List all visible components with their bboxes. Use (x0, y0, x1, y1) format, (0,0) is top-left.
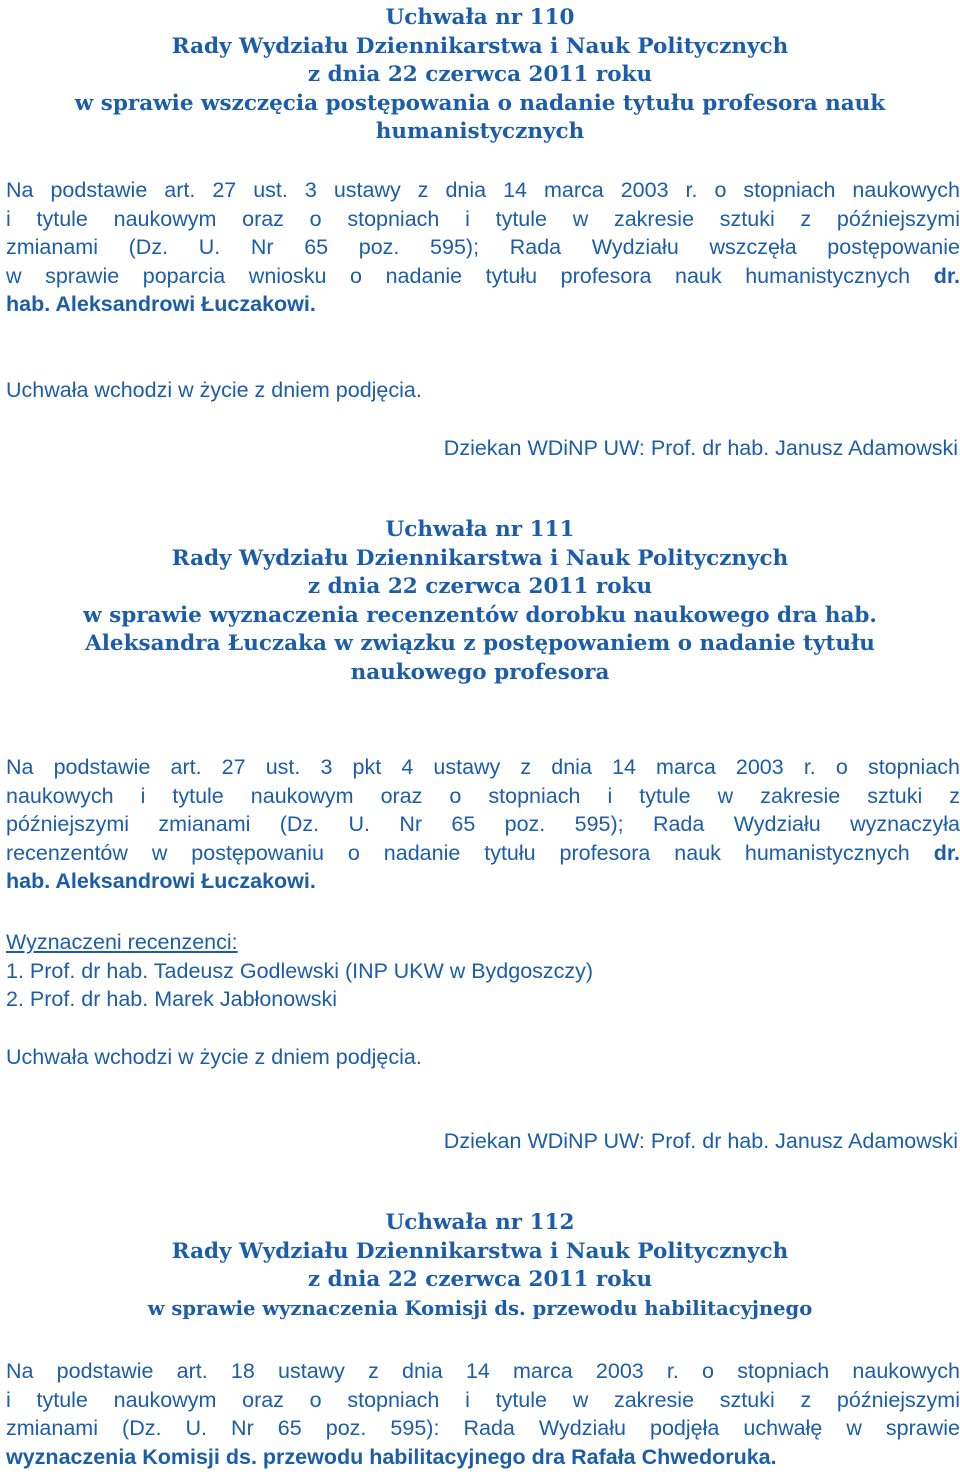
effective-clause: Uchwała wchodzi w życie z dniem podjęcia. (6, 378, 422, 402)
resolution-110-body (6, 176, 960, 319)
reviewer-item: 1. Prof. dr hab. Tadeusz Godlewski (INP UKW w Bydgoszczy) (6, 959, 594, 983)
resolution-111-body (6, 753, 960, 896)
body-line: Na podstawie art. 27 ust. 3 pkt 4 ustawy z dnia 14 marca 2003 r. o stopniach (6, 755, 960, 779)
resolution-title: Uchwała nr 112 (385, 1210, 575, 1235)
body-text: w sprawie poparcia wniosku o nadanie tytułu profesora nauk humanistycznych (6, 263, 911, 288)
body-line (6, 290, 960, 319)
resolution-subject-cont: humanistycznych (375, 119, 585, 144)
reviewer-item: 2. Prof. dr hab. Marek Jabłonowski (6, 987, 338, 1011)
resolution-council: Rady Wydziału Dziennikarstwa i Nauk Politycznych (171, 33, 789, 59)
body-line: zmianami (Dz. U. Nr 65 poz. 595): Rada Wydziału podjęła uchwałę w sprawie (6, 1416, 960, 1441)
resolution-subject: w sprawie wszczęcia postępowania o nadanie tytułu profesora nauk (74, 90, 886, 116)
resolution-title: Uchwała nr 110 (385, 5, 575, 30)
resolution-date: z dnia 22 czerwca 2011 roku (307, 62, 653, 87)
resolution-subject: w sprawie wyznaczenia Komisji ds. przewodu habilitacyjnego (147, 1296, 813, 1320)
body-line: i tytule naukowym oraz o stopniach i tytule w zakresie sztuki z późniejszymi (6, 1387, 960, 1412)
body-line: naukowych i tytule naukowym oraz o stopniach i tytule w zakresie sztuki z (6, 783, 960, 808)
resolution-111-heading (0, 516, 960, 687)
dean-signature: Dziekan WDiNP UW: Prof. dr hab. Janusz Adamowski (443, 1129, 958, 1153)
commission-subject: wyznaczenia Komisji ds. przewodu habilitacyjnego dra Rafała Chwedoruka. (6, 1444, 777, 1469)
resolution-112-heading (0, 1209, 960, 1323)
resolution-112-body (6, 1357, 960, 1471)
body-line (6, 1443, 960, 1472)
body-bold-text: dr. (933, 263, 960, 288)
candidate-name: hab. Aleksandrowi Łuczakowi. (6, 869, 316, 894)
resolution-subject-cont: Aleksandra Łuczaka w związku z postępowaniem o nadanie tytułu (85, 631, 875, 656)
body-line (6, 867, 960, 896)
resolution-title: Uchwała nr 111 (385, 517, 575, 542)
body-line: późniejszymi zmianami (Dz. U. Nr 65 poz. 595); Rada Wydziału wyznaczyła (6, 812, 960, 837)
resolution-subject-cont: naukowego profesora (350, 659, 610, 685)
body-line (6, 839, 960, 868)
body-bold-text: dr. (933, 840, 960, 865)
body-line: zmianami (Dz. U. Nr 65 poz. 595); Rada Wydziału wszczęła postępowanie (6, 235, 960, 260)
reviewers-label: Wyznaczeni recenzenci: (6, 930, 238, 954)
body-line: Na podstawie art. 27 ust. 3 ustawy z dnia 14 marca 2003 r. o stopniach naukowych (6, 178, 960, 202)
resolution-subject: w sprawie wyznaczenia recenzentów dorobku naukowego dra hab. (83, 602, 877, 628)
resolution-council: Rady Wydziału Dziennikarstwa i Nauk Politycznych (171, 545, 789, 571)
dean-signature: Dziekan WDiNP UW: Prof. dr hab. Janusz Adamowski (443, 436, 958, 460)
effective-clause: Uchwała wchodzi w życie z dniem podjęcia. (6, 1045, 422, 1069)
resolution-date: z dnia 22 czerwca 2011 roku (307, 1267, 653, 1292)
candidate-name: hab. Aleksandrowi Łuczakowi. (6, 292, 316, 317)
body-line: i tytule naukowym oraz o stopniach i tytule w zakresie sztuki z późniejszymi (6, 206, 960, 231)
body-text: recenzentów w postępowaniu o nadanie tytułu profesora nauk humanistycznych (6, 840, 910, 865)
body-line: Na podstawie art. 18 ustawy z dnia 14 marca 2003 r. o stopniach naukowych (6, 1359, 960, 1383)
body-line (6, 262, 960, 291)
resolution-date: z dnia 22 czerwca 2011 roku (307, 574, 653, 599)
resolution-council: Rady Wydziału Dziennikarstwa i Nauk Politycznych (171, 1238, 789, 1264)
resolution-110-heading (0, 4, 960, 147)
